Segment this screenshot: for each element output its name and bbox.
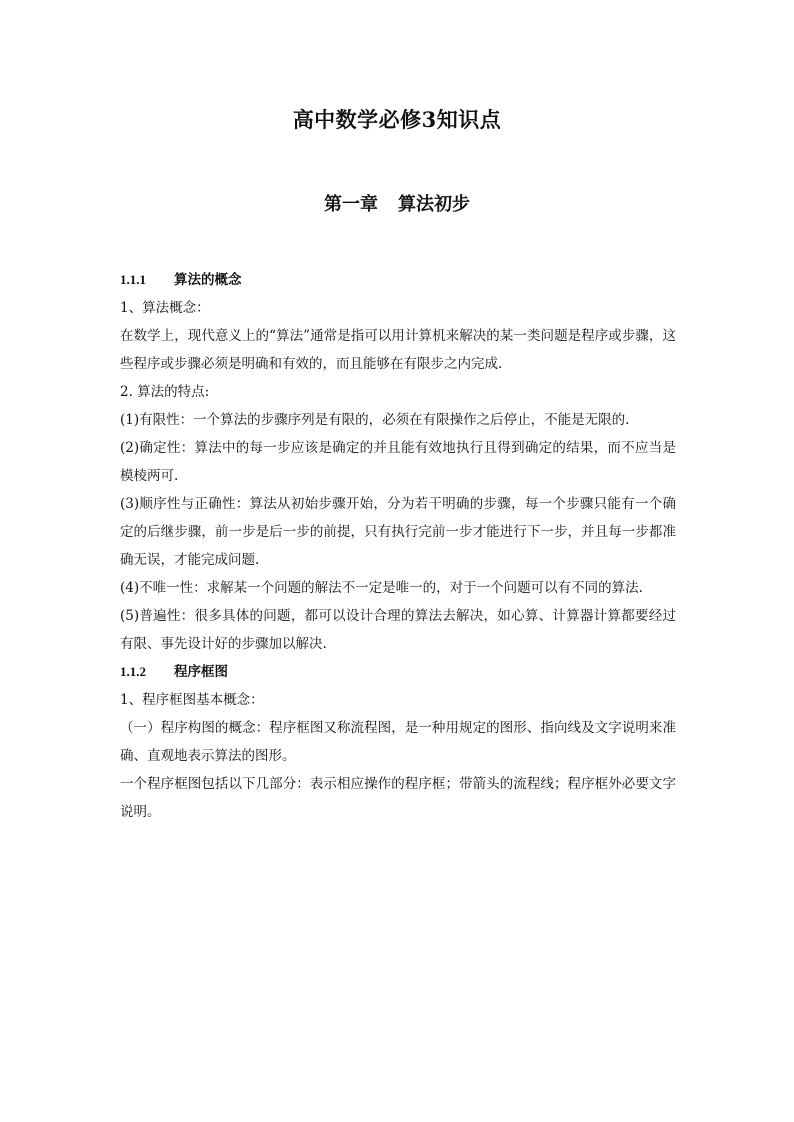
feature-finiteness: (1)有限性：一个算法的步骤序列是有限的，必须在有限操作之后停止，不能是无限的.: [120, 412, 630, 428]
section-heading-1-1-1: [120, 266, 676, 294]
section-name: 算法的概念: [174, 272, 242, 287]
chapter-heading: [0, 190, 794, 216]
document-body: [120, 266, 676, 826]
section-heading-1-1-2: [120, 658, 676, 686]
feature-sequence-correctness: (3)顺序性与正确性：算法从初始步骤开始，分为若干明确的步骤，每一个步骤只能有一个确定的后继步骤，前一步是后一步的前提，只有执行完前一步才能进行下一步，并且每一步都准确无误，才能完成问题.: [120, 496, 676, 568]
paragraph-flowchart-definition: （一）程序构图的概念：程序框图又称流程图，是一种用规定的图形、指向线及文字说明来准确、直观地表示算法的图形。: [120, 720, 676, 764]
section-number: 1.1.1: [120, 272, 146, 287]
section-name: 程序框图: [174, 664, 228, 679]
feature-definiteness: (2)确定性：算法中的每一步应该是确定的并且能有效地执行且得到确定的结果，而不应当是模棱两可.: [120, 440, 676, 484]
feature-universality: (5)普遍性：很多具体的问题，都可以设计合理的算法去解决，如心算、计算器计算都要经过有限、事先设计好的步骤加以解决.: [120, 608, 676, 652]
paragraph-flowchart-components: 一个程序框图包括以下几部分：表示相应操作的程序框；带箭头的流程线；程序框外必要文字说明。: [120, 776, 676, 820]
chapter-name: 算法初步: [398, 194, 470, 215]
feature-non-uniqueness: (4)不唯一性：求解某一个问题的解法不一定是唯一的，对于一个问题可以有不同的算法.: [120, 580, 643, 596]
item-heading-algorithm-concept: 1、算法概念：: [120, 300, 210, 316]
item-heading-algorithm-features: 2. 算法的特点:: [120, 384, 210, 400]
paragraph-algorithm-definition: 在数学上，现代意义上的“算法”通常是指可以用计算机来解决的某一类问题是程序或步骤，这些程序或步骤必须是明确和有效的，而且能够在有限步之内完成.: [120, 328, 676, 372]
section-number: 1.1.2: [120, 664, 146, 679]
item-heading-flowchart-concept: 1、程序框图基本概念：: [120, 692, 264, 708]
document-title: 高中数学必修3知识点: [292, 107, 502, 132]
chapter-number: 第一章: [324, 194, 378, 215]
